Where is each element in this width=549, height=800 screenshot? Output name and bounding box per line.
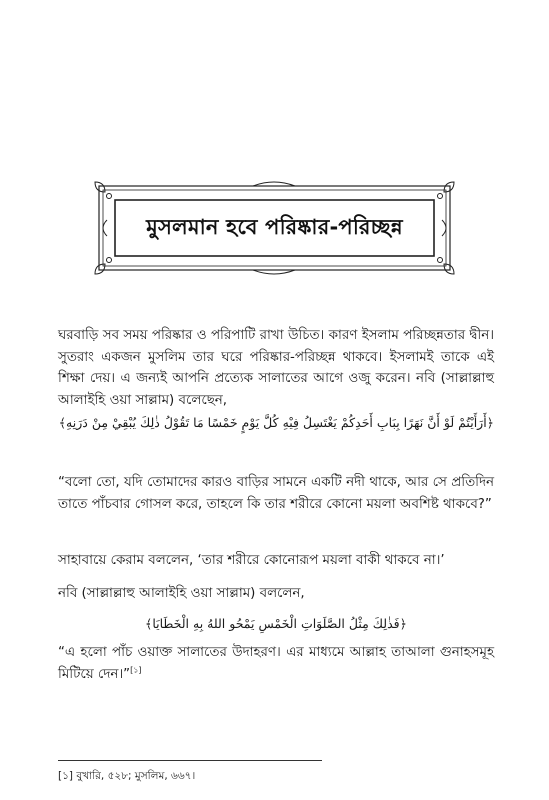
companions-reply: সাহাবায়ে কেরাম বললেন, ‘তার শরীরে কোনোরূপ ময়লা বাকী থাকবে না।’	[58, 553, 445, 568]
footnote-reference[interactable]: [১]	[130, 665, 142, 675]
hadith-translation: “বলো তো, যদি তোমাদের কারও বাড়ির সামনে একটি নদী থাকে, আর সে প্রতিদিন তাতে পাঁচবার গোসল করে, তাহলে কি তার শরীরে কোনো ময়লা অবশিষ্ট থাকবে?”	[58, 475, 494, 512]
intro-paragraph: ঘরবাড়ি সব সময় পরিষ্কার ও পরিপাটি রাখা উচিত। কারণ ইসলাম পরিচ্ছন্নতার দ্বীন। সুতরাং একজন মুসলিম তার ঘরে পরিষ্কার-পরিচ্ছন্ন থাকবে। ইসলামই তাকে এই শিক্ষা দেয়। এ জন্যই আপনি প্রত্যেক সালাতের আগে ওজু করেন। নবি (সাল্লাল্লাহু আলাইহি ওয়া সাল্লাম) বলেছেন,	[58, 328, 494, 408]
prophet-said-line: নবি (সাল্লাল্লাহু আলাইহি ওয়া সাল্লাম) বললেন,	[58, 586, 305, 601]
hadith-arabic-text: ﴿أَرَأَيْتُمْ لَوْ أَنَّ نَهَرًا بِبَابِ أَحَدِكُمْ يَغْتَسِلُ فِيْهِ كُلَّ يَوْمٍ خَمْسًا مَا تَقُوْلُ ذٰلِكَ يُبْقِيْ مِنْ دَرَنِهِ﴾	[58, 415, 494, 430]
translation-2-text: “এ হলো পাঁচ ওয়াক্ত সালাতের উদাহরণ। এর মাধ্যমে আল্লাহ তাআলা গুনাহসমূহ মিটিয়ে দেন।”	[58, 645, 494, 682]
hadith-translation-2	[58, 642, 494, 685]
footnote-divider	[58, 760, 322, 761]
chapter-title-frame	[93, 180, 456, 276]
footnote: [১] বুখারি, ৫২৮; মুসলিম, ৬৬৭।	[58, 770, 196, 782]
chapter-title: মুসলমান হবে পরিষ্কার-পরিচ্ছন্ন	[146, 214, 403, 239]
hadith-arabic-text-2: ﴿فَذٰلِكَ مِثْلُ الصَّلَوَاتِ الْخَمْسِ يَمْحُو اللهُ بِهِ الْخَطَايَا﴾	[145, 616, 407, 631]
